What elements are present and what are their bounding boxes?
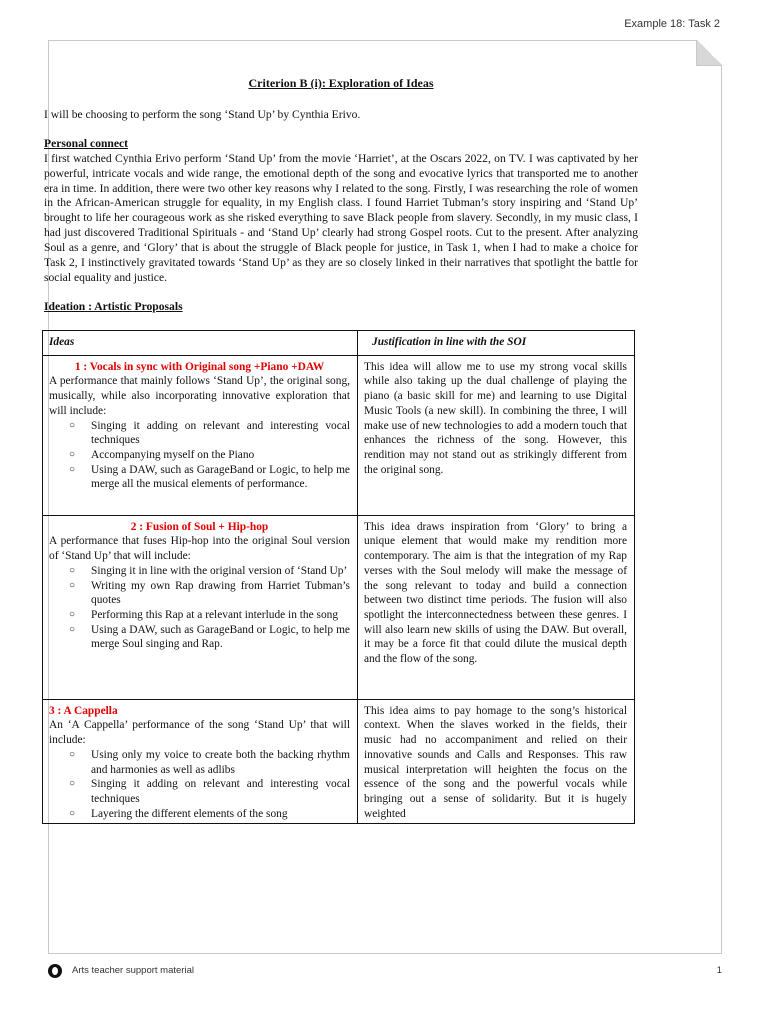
- list-item: ○ Singing it adding on relevant and interesting vocal techniques: [91, 777, 350, 806]
- table-header-row: [43, 330, 635, 355]
- table-row: [43, 515, 635, 699]
- idea-cell: [43, 515, 358, 699]
- page-fold-corner: [696, 40, 722, 66]
- idea-title: 1 : Vocals in sync with Original song +Piano +DAW: [74, 360, 325, 373]
- idea-bullet-list: [49, 419, 350, 493]
- idea-cell: [43, 699, 358, 823]
- document-content: [44, 76, 638, 824]
- justification-text: This idea will allow me to use my strong vocal skills while also taking up the dual challenge of playing the piano (a basic skill for me) and learning to use Digital Music Tools (a new skill). In combining the three, I will make use of new technologies to add a modern touch that enhances the richness of the song. However, this rendition may not stand out as strikingly different from the original song.: [364, 360, 627, 476]
- idea-description: A performance that mainly follows ‘Stand Up’, the original song, musically, while also incorporating innovative exploration that will include:: [49, 375, 350, 417]
- table-row: [43, 699, 635, 823]
- personal-connect-paragraph: I first watched Cynthia Erivo perform ‘Stand Up’ from the movie ‘Harriet’, at the Oscars 2022, on TV. I was captivated by her powerful, intricate vocals and wide range, the emotional depth of the song and evocative lyrics that transported me to another era in time. In addition, there were two other key reasons why I related to the song. Firstly, I was researching the role of women in the African-American struggle for equality, in my English class. I found Harriet Tubman’s story inspiring and ‘Stand Up’ brought to life her courageous work as she risked everything to save Black people from slavery. Secondly, in my music class, I had just discovered Traditional Spirituals - and ‘Stand Up’ clearly had strong Gospel roots. Cut to the present. After analyzing Soul as a genre, and ‘Glory’ that is about the struggle of Black people for justice, in Task 1, when I had to make a choice for Task 2, I instinctively gravitated towards ‘Stand Up’ as they are so closely linked in their narratives that spotlight the battle for social equality and justice.: [44, 151, 638, 284]
- list-item: ○ Using a DAW, such as GarageBand or Logic, to help me merge Soul singing and Rap.: [91, 623, 350, 652]
- idea-bullet-list: [49, 748, 350, 820]
- justification-cell: [358, 515, 635, 699]
- footer-text: Arts teacher support material: [72, 965, 194, 976]
- intro-sentence: I will be choosing to perform the song ‘Stand Up’ by Cynthia Erivo.: [44, 107, 361, 121]
- column-header-ideas: Ideas: [43, 330, 358, 355]
- personal-connect-heading: Personal connect: [44, 136, 129, 150]
- ideation-heading: Ideation : Artistic Proposals: [44, 299, 183, 313]
- idea-description: A performance that fuses Hip-hop into the original Soul version of ‘Stand Up’ that will include:: [49, 535, 350, 563]
- list-item: ○ Layering the different elements of the song: [91, 807, 350, 820]
- idea-title: 2 : Fusion of Soul + Hip-hop: [130, 520, 269, 533]
- list-item: ○ Singing it in line with the original version of ‘Stand Up’: [91, 564, 350, 579]
- ib-logo-icon: [48, 964, 62, 978]
- justification-text: This idea aims to pay homage to the song’s historical context. When the slaves worked in the fields, their music had no accompaniment and relied on their innovative sounds and Calls and Responses. This raw musical interpretation will heighten the focus on the essence of the song and the powerful vocals while bringing out a sense of solidarity. But it is hugely weighted: [364, 704, 627, 820]
- page-number: 1: [716, 965, 722, 976]
- justification-text: This idea draws inspiration from ‘Glory’ to bring a unique element that would make my rendition more contemporary. The aim is that the integration of my Rap verses with the Soul melody will make the message of the song relevant to today and build a connection between two distinct time periods. The fusion will also spotlight the interconnectedness between these genres. I will also learn new skills of using the DAW. But overall, it may be a force fit that could dilute the musical depth and the flow of the song.: [364, 520, 627, 666]
- idea-bullet-list: [49, 564, 350, 652]
- idea-title: 3 : A Cappella: [49, 704, 118, 717]
- document-title: Criterion B (i): Exploration of Ideas: [248, 76, 434, 90]
- page-footer: [48, 964, 722, 980]
- idea-cell: [43, 355, 358, 515]
- list-item: ○ Writing my own Rap drawing from Harriet Tubman’s quotes: [91, 579, 350, 608]
- justification-cell: [358, 355, 635, 515]
- column-header-justification: Justification in line with the SOI: [358, 330, 635, 355]
- list-item: ○ Performing this Rap at a relevant interlude in the song: [91, 608, 350, 623]
- list-item: ○ Accompanying myself on the Piano: [91, 448, 350, 463]
- list-item: ○ Using only my voice to create both the backing rhythm and harmonies as well as adlibs: [91, 748, 350, 777]
- ideas-table: [42, 330, 635, 824]
- idea-description: An ‘A Cappella’ performance of the song ‘Stand Up’ that will include:: [49, 719, 350, 747]
- list-item: ○ Singing it adding on relevant and interesting vocal techniques: [91, 419, 350, 448]
- example-label: Example 18: Task 2: [624, 18, 720, 30]
- table-row: [43, 355, 635, 515]
- justification-cell: [358, 699, 635, 823]
- list-item: ○ Using a DAW, such as GarageBand or Logic, to help me merge all the musical elements of performance.: [91, 463, 350, 492]
